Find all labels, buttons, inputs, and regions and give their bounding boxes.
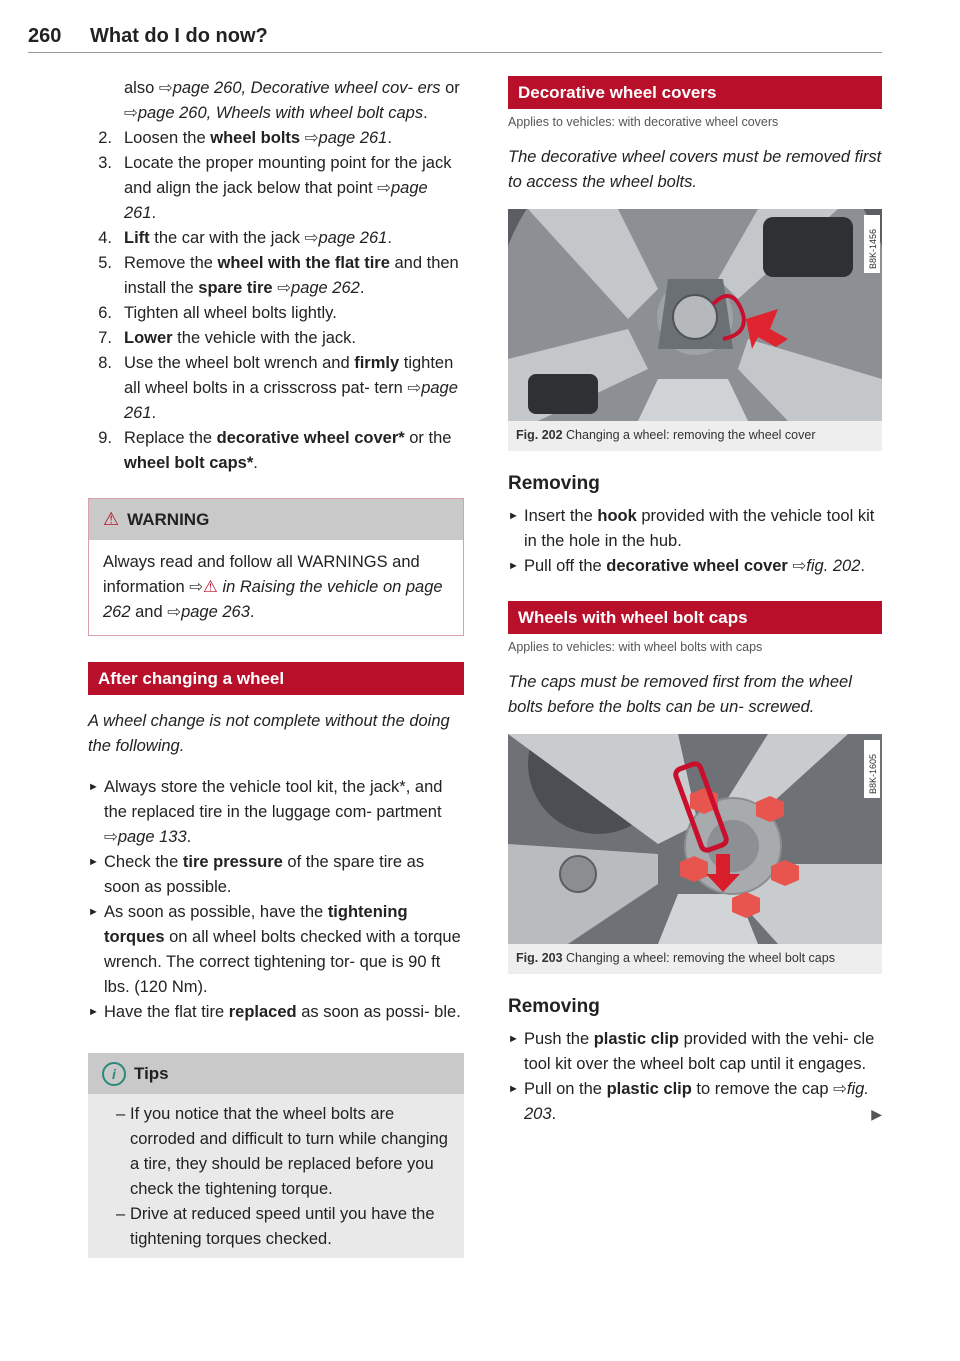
list-item: ► Pull on the plastic clip to remove the cap ⇨fig. 203. <box>508 1077 882 1127</box>
bullet-arrow-icon: ► <box>88 856 99 868</box>
section-intro: The caps must be removed first from the wheel bolts before the bolts can be un- screwed. <box>508 673 852 716</box>
page-link[interactable]: page 261 <box>124 379 458 422</box>
tips-box <box>88 1053 464 1258</box>
bullet-arrow-icon: ► <box>88 781 99 793</box>
applies-note: Applies to vehicles: with wheel bolts with caps <box>508 640 763 654</box>
bullet-arrow-icon: ► <box>88 1006 99 1018</box>
page-link[interactable]: in Raising the vehicle on page 262 <box>103 578 443 621</box>
page-link[interactable]: page 261 <box>318 229 388 247</box>
step-item: 4. Lift the car with the jack ⇨page 261. <box>98 229 392 247</box>
subhead-removing: Removing <box>508 996 600 1017</box>
figure-link[interactable]: fig. 202 <box>806 557 861 575</box>
list-item: ► Pull off the decorative wheel cover ⇨fig. 202. <box>508 554 882 579</box>
left-column <box>88 76 464 1258</box>
section-intro: The decorative wheel covers must be removed first to access the wheel bolts. <box>508 148 882 191</box>
tips-body <box>88 1094 464 1258</box>
figure-code: B8K-1605 <box>868 753 878 794</box>
list-item: ► Check the tire pressure of the spare tire as soon as possible. <box>88 850 464 900</box>
list-item: ► Always store the vehicle tool kit, the jack*, and the replaced tire in the luggage com- partment ⇨page 133. <box>88 775 464 850</box>
page-link[interactable]: page 261 <box>124 179 428 222</box>
section-intro: A wheel change is not complete without the doing the following. <box>88 712 450 755</box>
bullet-arrow-icon: ► <box>508 510 519 522</box>
list-item: ► Insert the hook provided with the vehicle tool kit in the hole in the hub. <box>508 504 882 554</box>
step-item: 9. Replace the decorative wheel cover* or the wheel bolt caps*. <box>98 429 452 472</box>
warning-text: Always read and follow all WARNINGS and information ⇨⚠ in Raising the vehicle on page 262 and ⇨page 263. <box>89 540 463 635</box>
step-item: 2. Loosen the wheel bolts ⇨page 261. <box>98 129 392 147</box>
warning-box <box>88 498 464 636</box>
continue-arrow-icon: ▶ <box>871 1106 882 1122</box>
tip-item: – If you notice that the wheel bolts are corroded and difficult to turn while changing a tire, they should be replaced before you check the tightening torque. <box>116 1105 448 1198</box>
page-link[interactable]: page 260, Wheels with wheel bolt caps <box>137 104 424 122</box>
list-item: ► As soon as possible, have the tightening torques on all wheel bolts checked with a torque wrench. The correct tightening tor- que is 90 ft lbs. (120 Nm). <box>88 900 464 1000</box>
page-link[interactable]: page 260, Decorative wheel cov- ers <box>172 79 441 97</box>
removing-cover-list <box>508 504 882 579</box>
procedure-steps <box>88 126 464 476</box>
list-item: ► Push the plastic clip provided with the vehi- cle tool kit over the wheel bolt cap until it engages. <box>508 1027 882 1077</box>
page-link[interactable]: page 263 <box>181 603 250 621</box>
section-title-bolt-caps: Wheels with wheel bolt caps <box>508 601 882 634</box>
step-item: 7. Lower the vehicle with the jack. <box>98 329 357 347</box>
page-header <box>28 22 882 53</box>
figure-link[interactable]: fig. 203 <box>524 1080 869 1123</box>
bullet-arrow-icon: ► <box>88 906 99 918</box>
wheel-bolt-caps-illustration <box>508 734 882 944</box>
step-item: 5. Remove the wheel with the flat tire and then install the spare tire ⇨page 262. <box>98 254 459 297</box>
bullet-arrow-icon: ► <box>508 560 519 572</box>
step-1-continuation: also ⇨page 260, Decorative wheel cov- ers or ⇨page 260, Wheels with wheel bolt caps. <box>124 79 460 122</box>
page-link[interactable]: page 261 <box>318 129 388 147</box>
figure-caption: Fig. 203 Changing a wheel: removing the wheel bolt caps <box>516 951 835 965</box>
bullet-arrow-icon: ► <box>508 1033 519 1045</box>
page-number: 260 <box>28 25 62 47</box>
figure-code: B8K-1456 <box>868 228 878 269</box>
subhead-removing: Removing <box>508 473 600 494</box>
removing-caps-list <box>508 1027 882 1127</box>
bullet-arrow-icon: ► <box>508 1083 519 1095</box>
warning-header: ⚠ WARNING <box>89 499 463 540</box>
tips-header: i Tips <box>88 1053 464 1094</box>
info-icon: i <box>102 1062 126 1086</box>
wheel-cover-illustration <box>508 209 882 421</box>
list-item: ► Have the flat tire replaced as soon as possi- ble. <box>88 1000 464 1025</box>
tip-item: – Drive at reduced speed until you have the tightening torques checked. <box>116 1205 435 1248</box>
warning-ref-icon: ⚠ <box>203 578 218 596</box>
warning-triangle-icon: ⚠ <box>103 509 120 529</box>
figure-caption: Fig. 202 Changing a wheel: removing the wheel cover <box>516 428 816 442</box>
step-item: 3. Locate the proper mounting point for the jack and align the jack below that point ⇨page 261. <box>98 154 452 222</box>
section-title-after-changing: After changing a wheel <box>88 662 464 695</box>
figure-202 <box>508 209 882 451</box>
page-link[interactable]: page 262 <box>291 279 360 297</box>
page-link[interactable]: page 133 <box>117 828 187 846</box>
section-title-decorative-covers: Decorative wheel covers <box>508 76 882 109</box>
applies-note: Applies to vehicles: with decorative wheel covers <box>508 115 779 129</box>
chapter-title: What do I do now? <box>90 25 268 47</box>
step-item: 6. Tighten all wheel bolts lightly. <box>98 304 337 322</box>
right-column <box>508 76 882 1127</box>
figure-203 <box>508 734 882 974</box>
after-change-list <box>88 775 464 1025</box>
step-item: 8. Use the wheel bolt wrench and firmly tighten all wheel bolts in a crisscross pat- tern ⇨page 261. <box>98 354 458 422</box>
